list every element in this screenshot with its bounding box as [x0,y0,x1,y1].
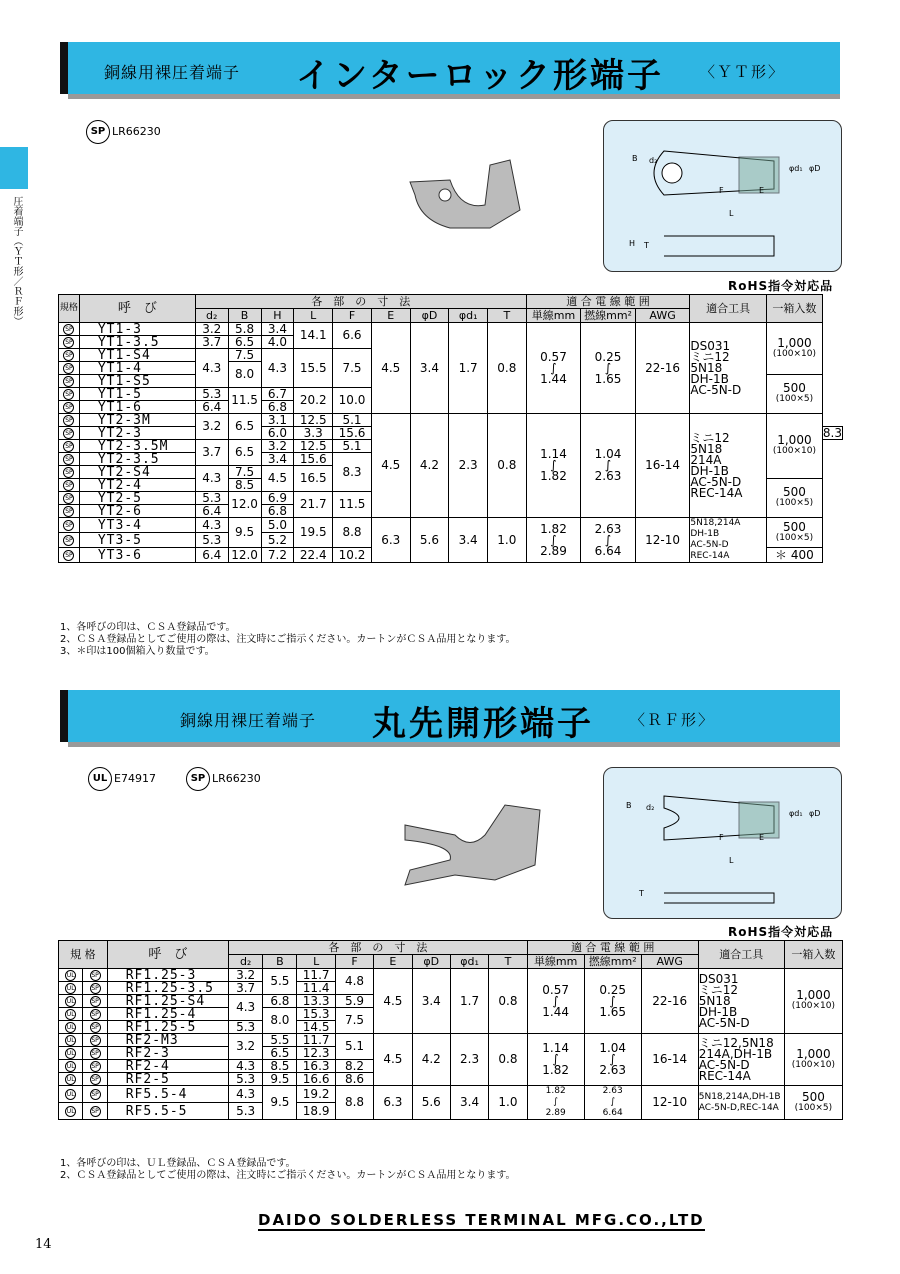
section2-notes: 1、各呼びの印は、ＵＬ登録品、ＣＳＡ登録品です。 2、ＣＳＡ登録品としてご使用の際は、注文時にご指示ください。カートンがＣＳＡ品用となります。 [60,1158,516,1181]
cert-mark-icon: SP [59,323,80,336]
part-name: YT1-S4 [79,349,195,362]
col-name: 呼 び [79,295,195,323]
part-name: YT1-3.5 [79,336,195,349]
cert-mark-icon: SP [59,375,80,388]
cert-mark-icon: SP [59,533,80,548]
table-row: SP YT2-6 6.4 6.8 [59,505,843,518]
svg-text:d₂: d₂ [649,156,658,165]
part-name: YT2-4 [79,479,195,492]
cert-mark-icon: SP [59,440,80,453]
tool-list: DS031 ミニ12 5N18 DH-1B AC-5N-D [698,969,784,1034]
part-name: YT2-S4 [79,466,195,479]
cert-mark-icon: SP [59,427,80,440]
part-name: YT2-5 [79,492,195,505]
table-row: SP YT3-5 5.3 5.2 [59,533,843,548]
section2-rohs: RoHS指令対応品 [728,925,834,939]
cert-mark-icon: UL [59,1103,83,1120]
svg-text:B: B [626,801,632,810]
part-name: YT2-3.5 [79,453,195,466]
table-row: SP YT1-5 5.3 11.5 6.7 20.2 10.0 [59,388,843,401]
part-name: RF5.5-5 [107,1103,228,1120]
svg-text:d₂: d₂ [646,803,655,812]
table-row: UL SP RF1.25-3.5 3.7 11.4 [59,982,843,995]
cert-mark-icon: UL [59,1021,83,1034]
table-row: UL SP RF5.5-4 4.3 9.5 19.2 8.8 6.3 5.6 3.4 1.0 1.82 ∫ 2.89 2.63 ∫ 6.64 12-10 5N18,214A,DH-1B AC-5N-D,REC-14A 500 (100×5) [59,1086,843,1103]
part-name: YT2-3.5M [79,440,195,453]
part-name: YT1-4 [79,362,195,375]
svg-text:φD: φD [809,809,821,818]
table-row: SP YT1-6 6.4 6.8 [59,401,843,414]
col-name-2: 呼 び [107,941,228,969]
tool-list: DS031 ミニ12 5N18 DH-1B AC-5N-D [690,323,767,414]
svg-text:L: L [729,856,734,865]
section1-rohs: RoHS指令対応品 [728,279,834,293]
part-name: YT1-3 [79,323,195,336]
table-row: SP YT2-4 8.5 500 (100×5) [59,479,843,492]
section1-banner [60,42,840,94]
part-name: YT3-6 [79,548,195,563]
col-dims-2: 各 部 の 寸 法 [229,941,528,955]
table-row: SP YT2-3 6.0 3.3 15.6 8.3 [59,427,843,440]
part-name: YT1-S5 [79,375,195,388]
cert-mark-icon: SP [83,1034,107,1047]
rf-diagram [603,767,842,919]
cert-mark-icon: SP [59,401,80,414]
part-name: YT2-3M [79,414,195,427]
col-std-2: 規 格 [59,941,108,969]
svg-text:E: E [759,833,765,842]
table-row: SP YT2-S4 4.3 7.5 4.5 16.5 [59,466,843,479]
svg-text:B: B [632,154,638,163]
section1-table: 規格 呼 び 各 部 の 寸 法 適 合 電 線 範 囲 適合工具 一箱入数 d₂ B H L F E φD φd₁ T 単線mm 撚線mm² AWG SP YT1-3 3.2 5.8 3.4 14.1 6.6 4.5 3.4 1.7 0.8 0.57 ∫ 1.44 0.25 ∫ 1.65 22-16 DS031 ミニ12 5N18 DH-1B AC-5N-D 1,000 (100×10) SP YT1-3.5 3.7 6.5 4.0 SP YT1-S4 4.3 7.5 4.3 15.5 7.5 SP YT1-4 8.0 SP YT1-S5 500 (100×5) SP YT1-5 5.3 11.5 6.7 20.2 10.0 SP YT1-6 6.4 6.8 SP YT2-3M 3.2 6.5 3.1 12.5 5.1 4.5 4.2 2.3 0.8 1.14 ∫ 1.82 1.04 ∫ 2.63 16-14 ミニ12 5N18 214A DH-1B AC-5N-D REC-14A 1,000 (100×10) SP YT2-3 6.0 3.3 15.6 8.3 SP YT2-3.5M 3.7 6.5 3.2 12.5 5.1 SP YT2-3.5 3.4 15.6 8.3 SP YT2-S4 4.3 7.5 4.5 16.5 SP YT2-4 8.5 500 (100×5) SP YT2-5 5.3 12.0 6.9 21.7 11.5 SP YT2-6 6.4 6.8 SP YT3-4 4.3 9.5 5.0 19.5 8.8 6.3 5.6 3.4 1.0 1.82 ∫ 2.89 2.63 ∫ 6.64 12-10 5N18,214A DH-1B AC-5N-D REC-14A 500 (100×5) SP YT3-5 5.3 5.2 SP YT3-6 6.4 12.0 7.2 22.4 10.2 ＊ 400 [59,295,842,563]
svg-text:T: T [644,241,649,250]
section2-table: 規 格 呼 び 各 部 の 寸 法 適 合 電 線 範 囲 適合工具 一箱入数 d₂ B L F E φD φd₁ T 単線mm 撚線mm² AWG UL SP RF1.25-3 3.2 5.5 11.7 4.8 4.5 3.4 1.7 0.8 0.57 ∫ 1.44 0.25 ∫ 1.65 22-16 DS031 ミニ12 5N18 DH-1B AC-5N-D 1,000 (100×10) UL SP RF1.25-3.5 3.7 11.4 UL SP RF1.25-S4 4.3 6.8 13.3 5.9 UL SP RF1.25-4 8.0 15.3 7.5 UL SP RF1.25-5 5.3 14.5 UL SP RF2-M3 3.2 5.5 11.7 5.1 4.5 4.2 2.3 0.8 1.14 ∫ 1.82 1.04 ∫ 2.63 16-14 ミニ12,5N18 214A,DH-1B AC-5N-D REC-14A 1,000 (100×10) UL SP RF2-3 6.5 12.3 UL SP RF2-4 4.3 8.5 16.3 8.2 UL SP RF2-5 5.3 9.5 16.6 8.6 UL SP RF5.5-4 4.3 9.5 19.2 8.8 6.3 5.6 3.4 1.0 1.82 ∫ 2.89 2.63 ∫ 6.64 12-10 5N18,214A,DH-1B AC-5N-D,REC-14A 500 (100×5) UL SP RF5.5-5 5.3 18.9 [58,940,843,1120]
svg-text:F: F [719,186,724,195]
part-name: YT3-4 [79,518,195,533]
svg-text:φD: φD [809,164,821,173]
cert-mark-icon: SP [59,466,80,479]
side-tab [0,147,28,189]
part-name: RF1.25-S4 [107,995,228,1008]
yt-terminal-photo [390,150,530,240]
cert-mark-icon: UL [59,982,83,995]
cert-mark-icon: SP [83,982,107,995]
table-row: UL SP RF2-5 5.3 9.5 16.6 8.6 [59,1073,843,1086]
col-tool: 適合工具 [690,295,767,323]
cert-mark-icon: UL [59,1086,83,1103]
table-row: SP YT2-5 5.3 12.0 6.9 21.7 11.5 [59,492,843,505]
yt-diagram [603,120,842,272]
col-wire: 適 合 電 線 範 囲 [526,295,690,309]
cert-mark-icon: UL [59,1034,83,1047]
cert-mark-icon: SP [59,492,80,505]
cert-mark-icon: SP [59,336,80,349]
table-row: SP YT1-S5 500 (100×5) [59,375,843,388]
rf-terminal-photo [395,795,545,895]
cert-mark-icon: UL [59,969,83,982]
part-name: YT2-3 [79,427,195,440]
table-row: UL SP RF2-M3 3.2 5.5 11.7 5.1 4.5 4.2 2.3 0.8 1.14 ∫ 1.82 1.04 ∫ 2.63 16-14 ミニ12,5N18 214A,DH-1B AC-5N-D REC-14A 1,000 (100×10) [59,1034,843,1047]
cert-mark-icon: SP [83,995,107,1008]
tool-list: 5N18,214A,DH-1B AC-5N-D,REC-14A [698,1086,784,1120]
cert-mark-icon: UL [59,1060,83,1073]
col-tool-2: 適合工具 [698,941,784,969]
table-row: UL SP RF1.25-S4 4.3 6.8 13.3 5.9 [59,995,843,1008]
col-dims: 各 部 の 寸 法 [195,295,526,309]
tool-list: ミニ12,5N18 214A,DH-1B AC-5N-D REC-14A [698,1034,784,1086]
cert-mark-icon: UL [59,1073,83,1086]
part-name: RF2-3 [107,1047,228,1060]
tool-list: ミニ12 5N18 214A DH-1B AC-5N-D REC-14A [690,414,767,518]
cert-mark-icon: UL [59,995,83,1008]
section1-subtitle: 銅線用裸圧着端子 [104,63,241,82]
table-row: SP YT1-3 3.2 5.8 3.4 14.1 6.6 4.5 3.4 1.7 0.8 0.57 ∫ 1.44 0.25 ∫ 1.65 22-16 DS031 ミニ12 5N18 DH-1B AC-5N-D 1,000 (100×10) [59,323,843,336]
cert-mark-icon: SP [83,1008,107,1021]
part-name: YT1-5 [79,388,195,401]
table-row: UL SP RF5.5-5 5.3 18.9 [59,1103,843,1120]
csa-logo-icon-2: SP [186,767,210,791]
page-number: 14 [35,1237,52,1252]
table-row: SP YT2-3.5 3.4 15.6 8.3 [59,453,843,466]
part-name: RF1.25-4 [107,1008,228,1021]
cert-mark-icon: SP [59,453,80,466]
cert-mark-icon: UL [59,1008,83,1021]
part-name: RF5.5-4 [107,1086,228,1103]
cert-mark-icon: SP [83,1103,107,1120]
cert-mark-icon: SP [59,388,80,401]
table-row: SP YT1-3.5 3.7 6.5 4.0 [59,336,843,349]
cert-mark-icon: SP [59,362,80,375]
part-name: RF1.25-3 [107,969,228,982]
table-row: UL SP RF1.25-3 3.2 5.5 11.7 4.8 4.5 3.4 1.7 0.8 0.57 ∫ 1.44 0.25 ∫ 1.65 22-16 DS031 ミニ12 5N18 DH-1B AC-5N-D 1,000 (100×10) [59,969,843,982]
part-name: RF2-4 [107,1060,228,1073]
part-name: RF1.25-5 [107,1021,228,1034]
section1-title: インターロック形端子 [296,56,664,96]
table-row: SP YT1-S4 4.3 7.5 4.3 15.5 7.5 [59,349,843,362]
section1-code: 〈ＹＴ形〉 [700,63,786,81]
ul-cert: UL E74917 [88,767,156,791]
section2-banner [60,690,840,742]
svg-text:F: F [719,833,724,842]
part-name: RF2-5 [107,1073,228,1086]
col-std: 規格 [59,295,80,323]
svg-text:T: T [639,889,644,898]
svg-text:H: H [629,239,636,248]
section2-code: 〈ＲＦ形〉 [630,711,716,729]
cert-mark-icon: SP [83,1021,107,1034]
col-box-2: 一箱入数 [784,941,842,969]
side-label: 圧着端子（ＹＴ形／ＲＦ形） [11,196,22,326]
table-row: UL SP RF2-3 6.5 12.3 [59,1047,843,1060]
section2-title: 丸先開形端子 [372,704,594,744]
table-row: SP YT2-3M 3.2 6.5 3.1 12.5 5.1 4.5 4.2 2.3 0.8 1.14 ∫ 1.82 1.04 ∫ 2.63 16-14 ミニ12 5N18 214A DH-1B AC-5N-D REC-14A 1,000 (100×10) [59,414,843,427]
table-row: UL SP RF1.25-4 8.0 15.3 7.5 [59,1008,843,1021]
cert-mark-icon: SP [83,969,107,982]
table-row: UL SP RF1.25-5 5.3 14.5 [59,1021,843,1034]
table-row: SP YT3-6 6.4 12.0 7.2 22.4 10.2 ＊ 400 [59,548,843,563]
table-row: SP YT3-4 4.3 9.5 5.0 19.5 8.8 6.3 5.6 3.4 1.0 1.82 ∫ 2.89 2.63 ∫ 6.64 12-10 5N18,214A DH-1B AC-5N-D REC-14A 500 (100×5) [59,518,843,533]
table-row: UL SP RF2-4 4.3 8.5 16.3 8.2 [59,1060,843,1073]
csa-logo-icon: SP [86,120,110,144]
cert-mark-icon: SP [59,518,80,533]
col-box: 一箱入数 [766,295,822,323]
part-name: RF1.25-3.5 [107,982,228,995]
cert-mark-icon: SP [59,479,80,492]
part-name: RF2-M3 [107,1034,228,1047]
cert-mark-icon: SP [83,1047,107,1060]
csa-cert: SP LR66230 [86,120,161,144]
cert-mark-icon: SP [59,505,80,518]
cert-mark-icon: SP [59,548,80,563]
section2-subtitle: 銅線用裸圧着端子 [180,711,317,730]
ul-logo-icon: UL [88,767,112,791]
tool-list: 5N18,214A DH-1B AC-5N-D REC-14A [690,518,767,563]
cert-mark-icon: UL [59,1047,83,1060]
cert-mark-icon: SP [83,1060,107,1073]
svg-text:E: E [759,186,765,195]
csa-cert-2: SP LR66230 [186,767,261,791]
cert-mark-icon: SP [59,414,80,427]
table-row: SP YT1-4 8.0 [59,362,843,375]
col-wire-2: 適 合 電 線 範 囲 [527,941,698,955]
cert-mark-icon: SP [59,349,80,362]
part-name: YT1-6 [79,401,195,414]
table-row: SP YT2-3.5M 3.7 6.5 3.2 12.5 5.1 [59,440,843,453]
section1-notes: 1、各呼びの印は、ＣＳＡ登録品です。 2、ＣＳＡ登録品としてご使用の際は、注文時にご指示ください。カートンがＣＳＡ品用となります。 3、＊印は100個箱入り数量です。 [60,622,516,657]
company-footer: DAIDO SOLDERLESS TERMINAL MFG.CO.,LTD [258,1211,705,1229]
svg-text:L: L [729,209,734,218]
svg-text:φd₁: φd₁ [789,164,803,173]
cert-mark-icon: SP [83,1086,107,1103]
svg-text:φd₁: φd₁ [789,809,803,818]
part-name: YT2-6 [79,505,195,518]
part-name: YT3-5 [79,533,195,548]
cert-mark-icon: SP [83,1073,107,1086]
